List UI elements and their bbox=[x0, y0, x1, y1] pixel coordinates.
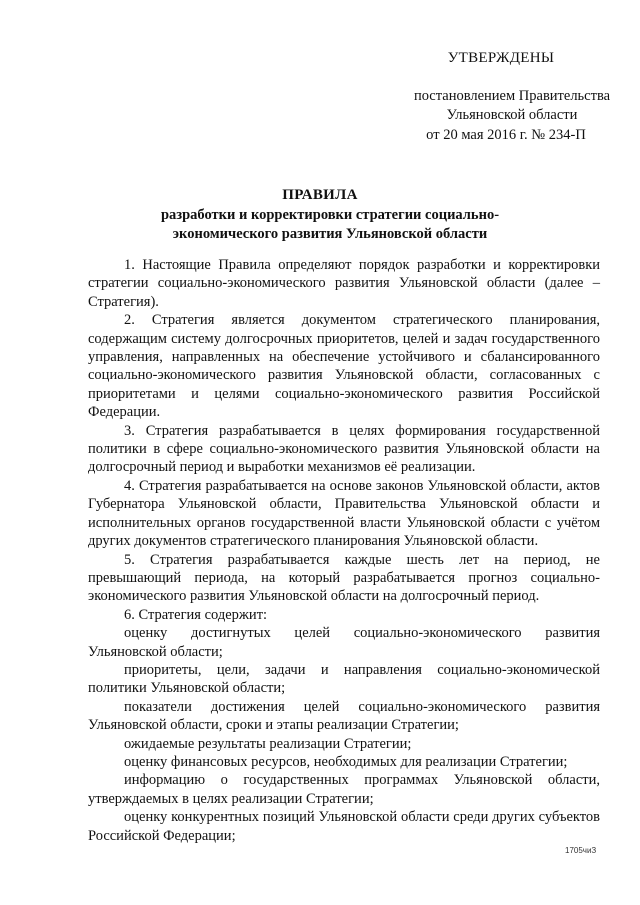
list-item: показатели достижения целей социально-экономического развития Ульяновской области, сроки и этапы реализации Стратегии; bbox=[88, 698, 600, 734]
document-subtitle-line2: экономического развития Ульяновской области bbox=[172, 226, 488, 242]
paragraph-6: 6. Стратегия содержит: bbox=[124, 606, 268, 623]
paragraph-3: 3. Стратегия разрабатывается в целях формирования государственной политики в сфере социально-экономического развития Ульяновской области на долгосрочный период и выработки механизмов её реализации. bbox=[88, 422, 600, 476]
approval-title: УТВЕРЖДЕНЫ bbox=[447, 50, 555, 66]
paragraph-5: 5. Стратегия разрабатывается каждые шесть лет на период, не превышающий периода, на который разрабатывается прогноз социально-экономического развития Ульяновской области на долгосрочный период. bbox=[88, 551, 600, 605]
paragraph-4: 4. Стратегия разрабатывается на основе законов Ульяновской области, актов Губернатора Ульяновской области, Правительства Ульяновской области и исполнительных органов государственной власти Ульяновской области с учётом других документов стратегического планирования Ульяновской области. bbox=[88, 477, 600, 550]
list-item: оценку достигнутых целей социально-экономического развития Ульяновской области; bbox=[88, 625, 600, 660]
list-item: приоритеты, цели, задачи и направления социально-экономической политики Ульяновской области; bbox=[88, 661, 600, 697]
paragraph-2: 2. Стратегия является документом стратегического планирования, содержащим систему долгосрочных приоритетов, целей и задач государственного управления, направленных на обеспечение устойчивого и сбалансированного социально-экономического развития Ульяновской области, согласованных с приоритетами и целями социально-экономического развития Российской Федерации. bbox=[88, 312, 600, 421]
approval-line-decree: постановлением Правительства bbox=[413, 88, 611, 104]
list-item: ожидаемые результаты реализации Стратегии; bbox=[124, 735, 412, 752]
list-item: информацию о государственных программах Ульяновской области, утверждаемых в целях реализации Стратегии; bbox=[88, 772, 600, 807]
list-item: оценку финансовых ресурсов, необходимых для реализации Стратегии; bbox=[124, 753, 568, 770]
document-body bbox=[88, 256, 600, 845]
list-item: оценку конкурентных позиций Ульяновской области среди других субъектов Российской Федерации; bbox=[88, 809, 600, 844]
document-title: ПРАВИЛА bbox=[282, 187, 358, 203]
approval-line-date: от 20 мая 2016 г. № 234-П bbox=[426, 127, 586, 143]
paragraph-1: 1. Настоящие Правила определяют порядок разработки и корректировки стратегии социально-экономического развития Ульяновской области (далее – Стратегия). bbox=[88, 257, 600, 310]
document-subtitle-line1: разработки и корректировки стратегии социально- bbox=[160, 207, 500, 223]
approval-line-region: Ульяновской области bbox=[446, 107, 578, 123]
footer-code: 1705чиЗ bbox=[565, 846, 597, 855]
